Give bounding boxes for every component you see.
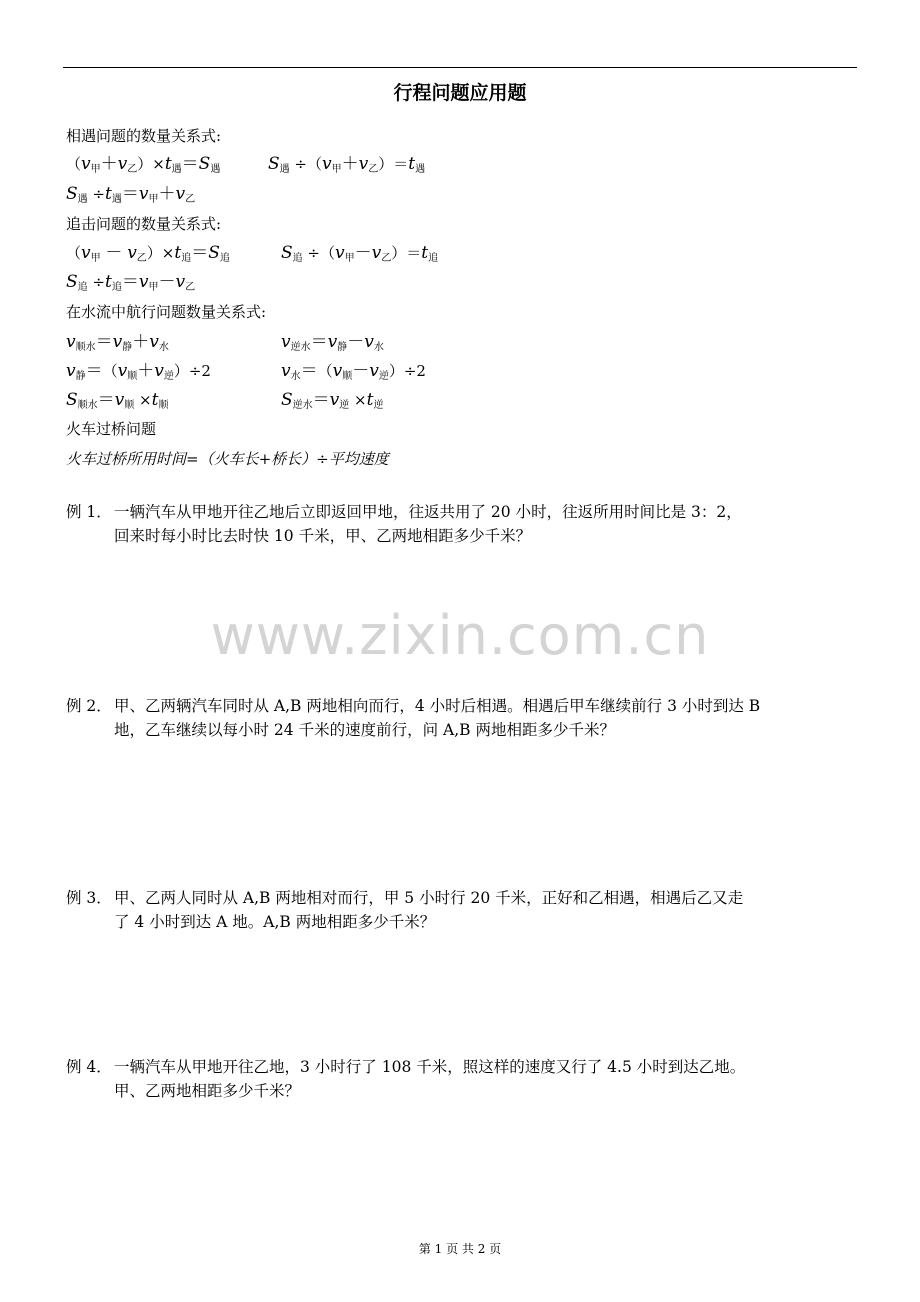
example-text-line-1: 一辆汽车从甲地开往乙地后立即返回甲地，往返共用了 20 小时，往返所用时间比是 3：2，	[114, 503, 742, 521]
water-heading: 在水流中航行问题数量关系式:	[66, 303, 267, 321]
chase-formula-3: $S_追 \div t_追=v_甲-v_乙$	[66, 272, 196, 293]
example-label: 例 2．	[66, 697, 112, 715]
example-text-line-1: 一辆汽车从甲地开往乙地，3 小时行了 108 千米，照这样的速度又行了 4.5 小时到达乙地。	[114, 1058, 746, 1076]
page-footer: 第 1 页 共 2 页	[418, 1242, 502, 1256]
train-heading: 火车过桥问题	[66, 420, 157, 438]
header-rule	[63, 67, 857, 68]
water-formula-2: $v_{逆水}=v_静-v_水$	[281, 332, 384, 353]
example-text-line-2: 回来时每小时比去时快 10 千米，甲、乙两地相距多少千米？	[114, 527, 532, 545]
example-1	[66, 500, 866, 548]
example-label: 例 3．	[66, 889, 112, 907]
example-text-line-2: 地，乙车继续以每小时 24 千米的速度前行，问 A,B 两地相距多少千米？	[114, 721, 615, 739]
example-text-line-1: 甲、乙两辆汽车同时从 A,B 两地相向而行，4 小时后相遇。相遇后甲车继续前行 3 小时到达 B	[114, 697, 761, 715]
chase-heading: 追击问题的数量关系式:	[66, 215, 222, 233]
chase-formula-2: $S_追 \div(v_甲-v_乙)=t_追$	[281, 243, 439, 264]
example-label: 例 4．	[66, 1058, 112, 1076]
meet-formula-3: $S_遇 \div t_遇=v_甲+v_乙$	[66, 184, 196, 205]
example-text-line-2: 了 4 小时到达 A 地。A,B 两地相距多少千米？	[114, 913, 436, 931]
water-formula-5: $S_{顺水}=v_顺 \times t_顺$	[66, 390, 169, 411]
chase-formula-1: $(v_甲 - v_乙)\times t_追=S_追$	[66, 243, 230, 264]
water-formula-6: $S_{逆水}=v_逆 \times t_逆$	[281, 390, 384, 411]
meet-formula-2: $S_遇 \div(v_甲+v_乙)=t_遇$	[268, 154, 426, 175]
example-4	[66, 1055, 866, 1103]
page-title: 行程问题应用题	[393, 82, 527, 104]
water-formula-3: $v_静=(v_顺+v_逆)\div 2$	[66, 361, 211, 382]
meet-formula-1: $(v_甲+v_乙)\times t_遇=S_遇$	[66, 154, 221, 175]
example-label: 例 1．	[66, 503, 112, 521]
meet-heading: 相遇问题的数量关系式:	[66, 127, 222, 145]
water-formula-4: $v_水=(v_顺-v_逆)\div 2$	[281, 361, 426, 382]
example-text-line-2: 甲、乙两地相距多少千米？	[114, 1082, 301, 1100]
example-text-line-1: 甲、乙两人同时从 A,B 两地相对而行，甲 5 小时行 20 千米，正好和乙相遇，相遇后乙又走	[114, 889, 744, 907]
train-formula: 火车过桥所用时间=（火车长+桥长）÷平均速度	[66, 450, 389, 468]
example-2	[66, 694, 866, 742]
example-3	[66, 886, 866, 934]
watermark: www.zixin.com.cn	[210, 604, 710, 667]
water-formula-1: $v_{顺水}=v_静+v_水$	[66, 332, 169, 353]
